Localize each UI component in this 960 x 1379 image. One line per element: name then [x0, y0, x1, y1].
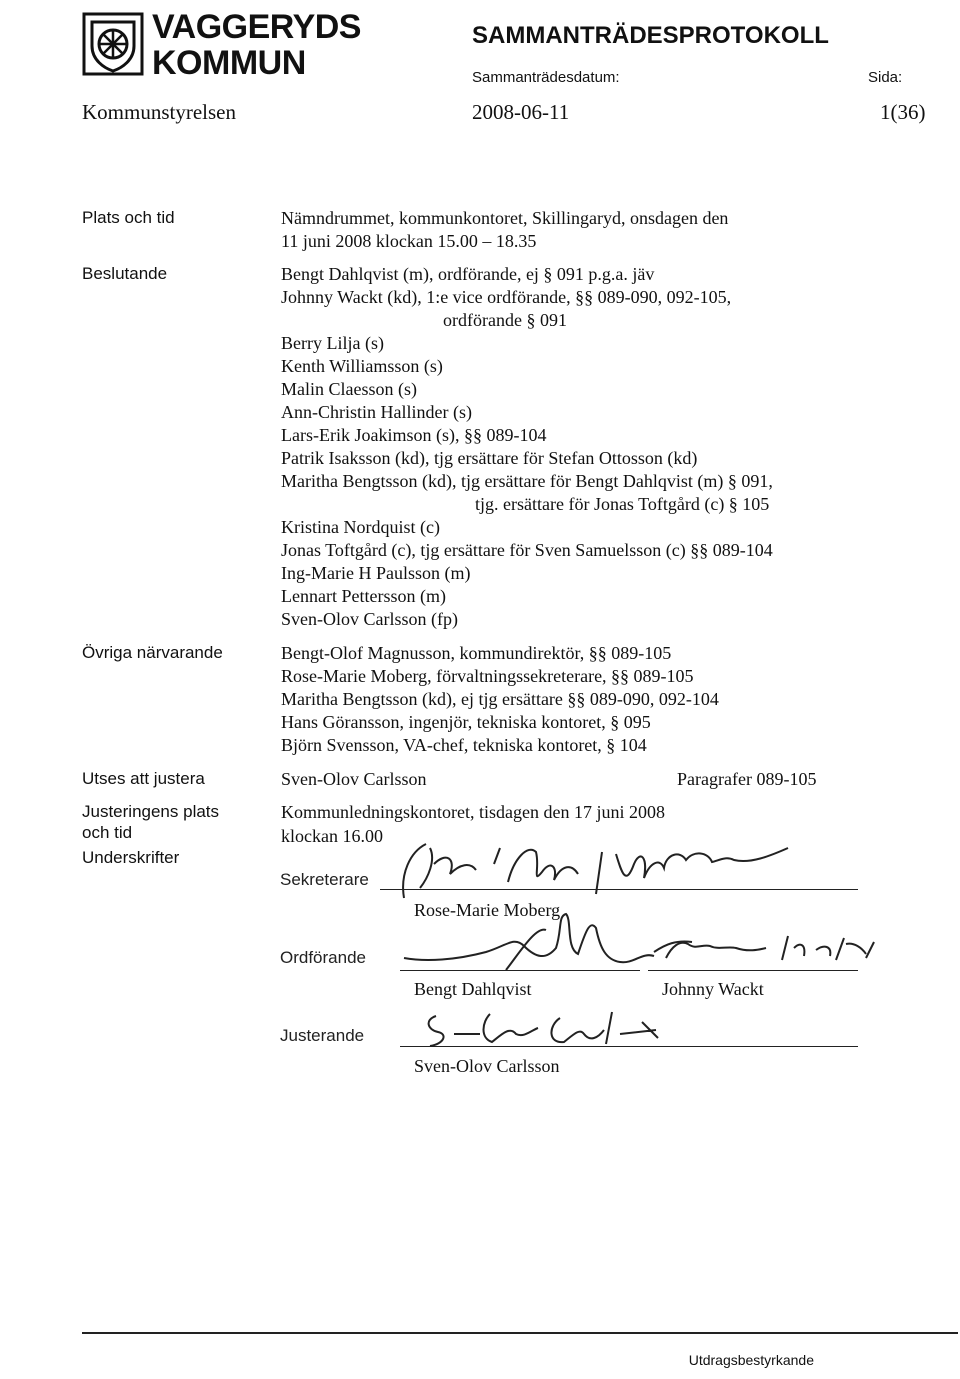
- adjustment-line: klockan 16.00: [281, 826, 383, 846]
- certification-label: Utdragsbestyrkande: [688, 1352, 814, 1368]
- place-time-label: Plats och tid: [82, 208, 175, 227]
- adjuster-name: Sven-Olov Carlsson: [281, 769, 427, 789]
- adjuster-label: Utses att justera: [82, 769, 205, 788]
- attendee-line: Maritha Bengtsson (kd), ej tjg ersättare §§ 089-090, 092-104: [281, 689, 719, 709]
- member-line: tjg. ersättare för Jonas Toftgård (c) § 105: [475, 494, 770, 514]
- member-line: Jonas Toftgård (c), tjg ersättare för Sven Samuelsson (c) §§ 089-104: [281, 540, 773, 560]
- attendee-line: Björn Svensson, VA-chef, tekniska kontoret, § 104: [281, 735, 647, 755]
- attendee-line: Bengt-Olof Magnusson, kommundirektör, §§ 089-105: [281, 643, 672, 663]
- member-line: Patrik Isaksson (kd), tjg ersättare för Stefan Ottosson (kd): [281, 448, 698, 468]
- member-line: ordförande § 091: [443, 310, 567, 330]
- member-line: Lars-Erik Joakimson (s), §§ 089-104: [281, 425, 547, 445]
- chair-role-label: Ordförande: [280, 948, 366, 967]
- member-line: Malin Claesson (s): [281, 379, 417, 399]
- vice-chair-name: Johnny Wackt: [662, 979, 764, 999]
- member-line: Lennart Pettersson (m): [281, 586, 446, 606]
- adjuster-signature: [420, 1004, 690, 1054]
- adjustment-place-label: och tid: [82, 823, 133, 842]
- footer-divider: [82, 1332, 958, 1334]
- adjustment-line: Kommunledningskontoret, tisdagen den 17 juni 2008: [281, 802, 665, 822]
- paragraph-range: Paragrafer 089-105: [677, 769, 817, 789]
- member-line: Berry Lilja (s): [281, 333, 384, 353]
- place-time-line: 11 juni 2008 klockan 15.00 – 18.35: [281, 231, 537, 251]
- decision-makers-label: Beslutande: [82, 264, 168, 283]
- adjuster-role-label: Justerande: [280, 1026, 365, 1045]
- chair-signatures: [396, 900, 890, 990]
- chair-name: Bengt Dahlqvist: [414, 979, 532, 999]
- member-line: Maritha Bengtsson (kd), tjg ersättare för Bengt Dahlqvist (m) § 091,: [281, 471, 773, 491]
- member-line: Kristina Nordquist (c): [281, 517, 440, 537]
- document-title: SAMMANTRÄDESPROTOKOLL: [472, 22, 829, 49]
- org-name-line1: VAGGERYDS: [152, 8, 361, 46]
- meeting-date-label: Sammanträdesdatum:: [472, 69, 620, 86]
- member-line: Bengt Dahlqvist (m), ordförande, ej § 091 p.g.a. jäv: [281, 264, 655, 284]
- place-time-line: Nämndrummet, kommunkontoret, Skillingaryd, onsdagen den: [281, 208, 729, 228]
- attendee-line: Rose-Marie Moberg, förvaltningssekreterare, §§ 089-105: [281, 666, 694, 686]
- signatures-label: Underskrifter: [82, 848, 180, 867]
- page-number: 1(36): [880, 100, 926, 124]
- org-name-line2: KOMMUN: [152, 44, 306, 82]
- meeting-date-value: 2008-06-11: [472, 100, 570, 124]
- secretary-name: Rose-Marie Moberg: [414, 900, 561, 920]
- member-line: Sven-Olov Carlsson (fp): [281, 609, 458, 629]
- others-present-label: Övriga närvarande: [82, 643, 223, 662]
- adjuster-signature-name: Sven-Olov Carlsson: [414, 1056, 560, 1076]
- secretary-role-label: Sekreterare: [280, 870, 369, 889]
- member-line: Kenth Williamsson (s): [281, 356, 443, 376]
- member-line: Ing-Marie H Paulsson (m): [281, 563, 471, 583]
- page-label: Sida:: [868, 69, 903, 86]
- secretary-signature: [390, 834, 830, 904]
- committee-name: Kommunstyrelsen: [82, 100, 236, 124]
- member-line: Johnny Wackt (kd), 1:e vice ordförande, §§ 089-090, 092-105,: [281, 287, 732, 307]
- member-line: Ann-Christin Hallinder (s): [281, 402, 472, 422]
- municipal-crest-icon: [82, 12, 144, 76]
- adjustment-place-label: Justeringens plats: [82, 802, 220, 821]
- attendee-line: Hans Göransson, ingenjör, tekniska kontoret, § 095: [281, 712, 651, 732]
